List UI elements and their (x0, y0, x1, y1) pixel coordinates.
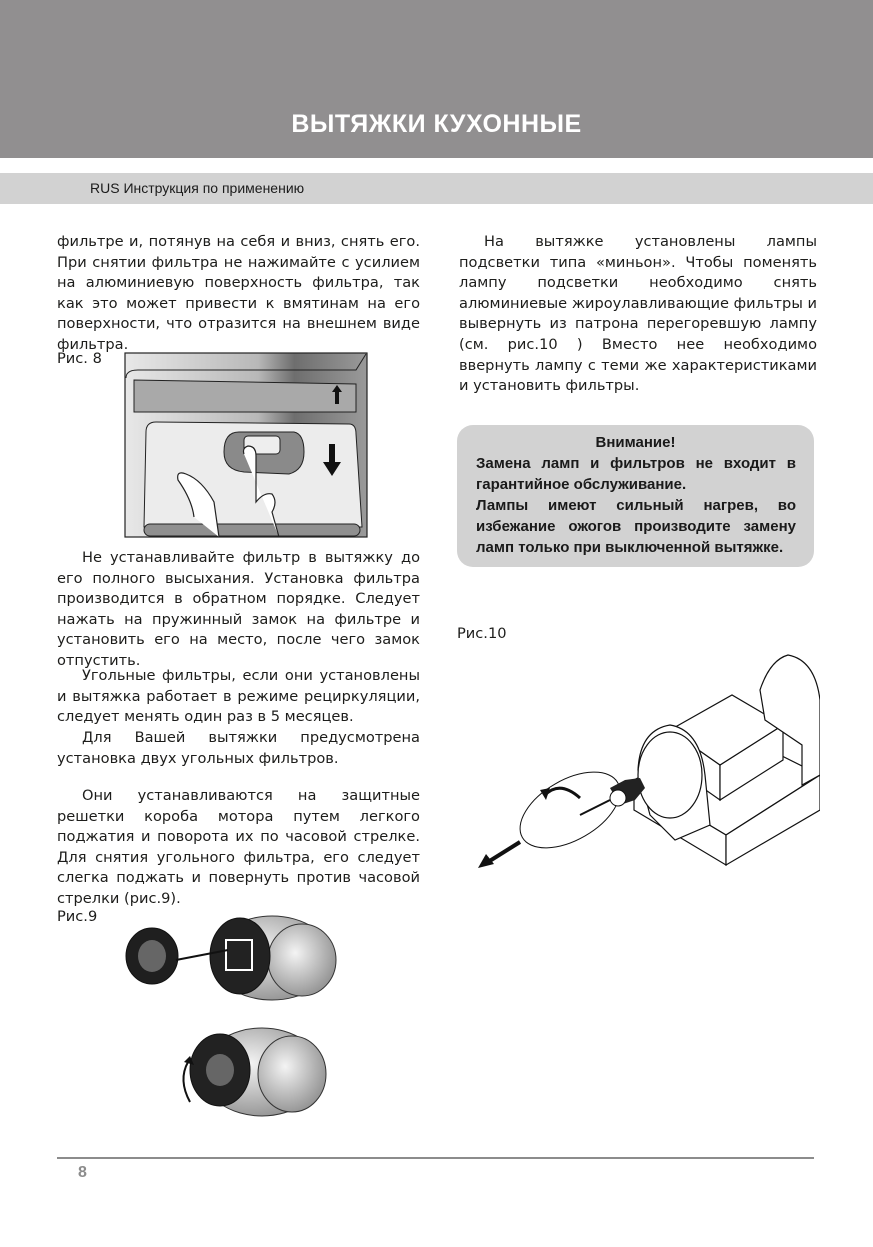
paragraph-carbon-filter-replacement: Угольные фильтры, если они установлены и вытяжка работает в режиме рециркуляции, следует менять один раз в 5 месяцев. (57, 667, 420, 726)
paragraph-filter-install: Не устанавливайте фильтр в вытяжку до его полного высыхания. Установка фильтра производится в обратном порядке. Следует нажать на пружинный замок на фильтре и установить его на место, после чего замок отпустить. (57, 549, 420, 669)
header-band (0, 0, 873, 158)
warning-box (457, 425, 814, 567)
figure-8-label: Рис. 8 (57, 350, 102, 367)
figure-10-label: Рис.10 (457, 625, 507, 642)
paragraph-carbon-filter-count: Для Вашей вытяжки предусмотрена установка двух угольных фильтров. (57, 729, 420, 767)
footer-rule (57, 1157, 814, 1159)
page-number: 8 (78, 1164, 87, 1181)
paragraph-filter-removal: фильтре и, потянув на себя и вниз, снять его. При снятии фильтра не нажимайте с усилием на алюминиевую поверхность фильтра, так как это может привести к вмятинам на его поверхности, что отразится на внешнем виде фильтра. (57, 233, 420, 353)
warning-warranty-text: Замена ламп и фильтров не входит в гарантийное обслуживание. (476, 455, 796, 493)
warning-title: Внимание! (595, 434, 676, 451)
figure-8-filter-removal-illustration (124, 352, 368, 538)
figure-9-label: Рис.9 (57, 908, 98, 925)
paragraph-lamp-replacement: На вытяжке установлены лампы подсветки типа «миньон». Чтобы поменять лампу подсветки необходимо снять алюминиевые жироулавливающие фильтры и вывернуть из патрона перегоревшую лампу (см. рис.10 ) Вместо нее необходимо ввернуть лампу с теми же характеристиками и установить фильтры. (459, 233, 817, 395)
warning-heat-text: Лампы имеют сильный нагрев, во избежание ожогов производите замену ламп только при выключенной вытяжке. (476, 497, 796, 556)
page-title: ВЫТЯЖКИ КУХОННЫЕ (291, 110, 582, 138)
figure-9-carbon-filter-illustration (112, 910, 342, 1130)
subheader-band (0, 173, 873, 204)
paragraph-carbon-filter-mounting: Они устанавливаются на защитные решетки короба мотора путем легкого поджатия и поворота их по часовой стрелке. Для снятия угольного фильтра, его следует слегка поджать и повернуть против часовой стрелки (рис.9). (57, 787, 420, 907)
figure-10-lamp-replacement-illustration (470, 650, 820, 875)
subheader-text: RUS Инструкция по применению (90, 180, 305, 196)
